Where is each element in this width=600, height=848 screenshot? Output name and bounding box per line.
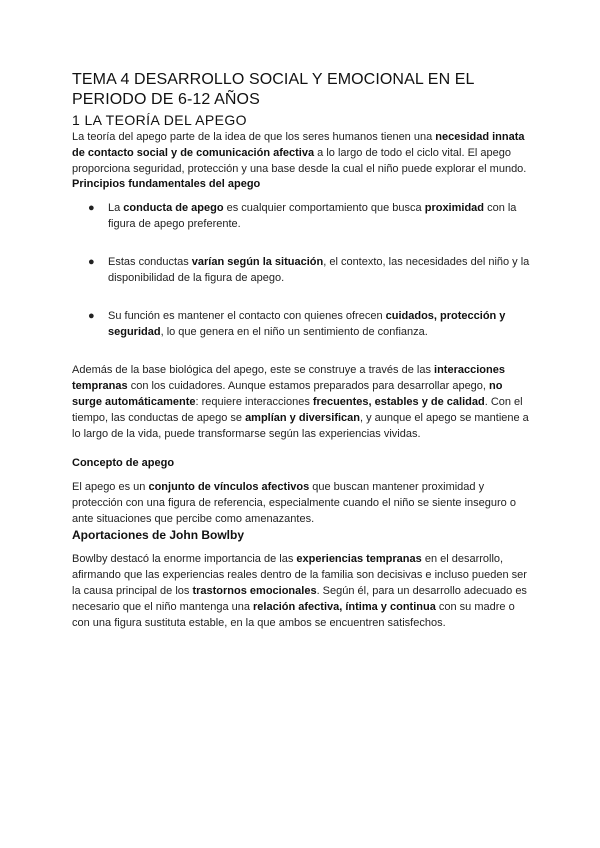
emphasis-text: trastornos emocionales bbox=[192, 585, 317, 597]
principle-item bbox=[72, 200, 534, 232]
bullet-icon: ● bbox=[88, 310, 95, 322]
principle-text: Su función es mantener el contacto con quienes ofrecen cuidados, protección y seguridad, lo que genera en el niño un sentimiento de confianza. bbox=[108, 310, 506, 338]
principle-item bbox=[72, 254, 534, 286]
principle-text: La conducta de apego es cualquier comportamiento que busca proximidad con la figura de apego preferente. bbox=[108, 202, 517, 230]
principles-list bbox=[72, 200, 534, 340]
emphasis-text: conducta de apego bbox=[123, 202, 224, 214]
concept-paragraph: El apego es un conjunto de vínculos afectivos que buscan mantener proximidad y protección con una figura de referencia, especialmente cuando el niño se siente inseguro o ante situaciones que percibe como amenazantes. bbox=[72, 481, 516, 525]
emphasis-text: cuidados, protección y seguridad bbox=[108, 310, 506, 338]
bullet-icon: ● bbox=[88, 256, 95, 268]
intro-paragraph: La teoría del apego parte de la idea de que los seres humanos tienen una necesidad innata de contacto social y de comunicación afectiva a lo largo de todo el ciclo vital. El apego proporciona seguridad, protección y una base desde la cual el niño puede explorar el mundo. bbox=[72, 131, 527, 175]
emphasis-text: no surge automáticamente bbox=[72, 380, 503, 408]
emphasis-text: interacciones tempranas bbox=[72, 364, 505, 392]
bullet-icon: ● bbox=[88, 202, 95, 214]
emphasis-text: necesidad innata de contacto social y de comunicación afectiva bbox=[72, 131, 525, 159]
biological-paragraph: Además de la base biológica del apego, este se construye a través de las interacciones tempranas con los cuidadores. Aunque estamos preparados para desarrollar apego, no surge automáticamente: requiere interacciones frecuentes, estables y de calidad. Con el tiempo, las conductas de apego se amplían y diversifican, y aunque el apego se mantiene a lo largo de la vida, puede transformarse según las experiencias vividas. bbox=[72, 364, 529, 440]
emphasis-text: conjunto de vínculos afectivos bbox=[148, 481, 310, 493]
bowlby-paragraph: Bowlby destacó la enorme importancia de las experiencias tempranas en el desarrollo, afirmando que las experiencias reales dentro de la familia son decisivas e incluso pueden ser la causa principal de los trastornos emocionales. Según él, para un desarrollo adecuado es necesario que el niño mantenga una relación afectiva, íntima y continua con su madre o con una figura sustituta estable, en la que ambos se encuentren satisfechos. bbox=[72, 553, 527, 629]
emphasis-text: experiencias tempranas bbox=[296, 553, 422, 565]
document-title bbox=[72, 70, 534, 110]
emphasis-text: varían según la situación bbox=[191, 256, 324, 268]
emphasis-text: proximidad bbox=[424, 202, 485, 214]
principle-text: Estas conductas varían según la situación, el contexto, las necesidades del niño y la disponibilidad de la figura de apego. bbox=[108, 256, 530, 284]
title-line-1: TEMA 4 DESARROLLO SOCIAL Y EMOCIONAL EN EL bbox=[72, 71, 475, 88]
emphasis-text: amplían y diversifican bbox=[245, 412, 360, 424]
concept-heading: Concepto de apego bbox=[72, 457, 175, 469]
principles-heading: Principios fundamentales del apego bbox=[72, 178, 261, 190]
section-heading: 1 LA TEORÍA DEL APEGO bbox=[72, 112, 247, 128]
emphasis-text: relación afectiva, íntima y continua bbox=[253, 601, 436, 613]
title-line-2: PERIODO DE 6-12 AÑOS bbox=[72, 91, 260, 108]
principle-item bbox=[72, 308, 534, 340]
bowlby-heading: Aportaciones de John Bowlby bbox=[72, 528, 245, 542]
emphasis-text: frecuentes, estables y de calidad bbox=[312, 396, 485, 408]
